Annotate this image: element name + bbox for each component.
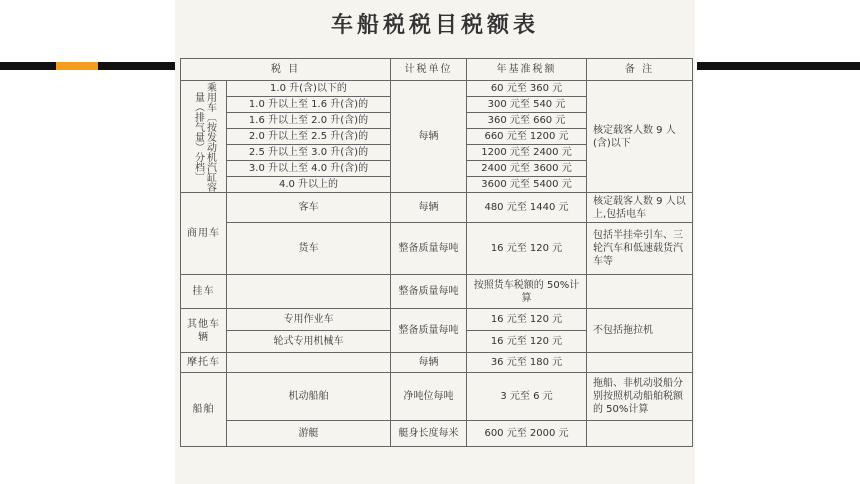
header-amount: 年基准税额 (467, 59, 587, 81)
unit-cell: 整备质量每吨 (391, 223, 467, 275)
amount-cell: 60 元至 360 元 (467, 81, 587, 97)
category-motorcycle: 摩托车 (181, 353, 227, 373)
note-cell (587, 421, 693, 447)
note-cell (587, 353, 693, 373)
decor-bar-accent (56, 62, 98, 70)
item-cell: 机动船舶 (227, 373, 391, 421)
item-cell: 货车 (227, 223, 391, 275)
note-other: 不包括拖拉机 (587, 309, 693, 353)
amount-cell: 600 元至 2000 元 (467, 421, 587, 447)
category-passenger-label: 乘用车〔按发动机汽缸容量（排气量）分档〕 (192, 81, 216, 192)
header-unit: 计税单位 (391, 59, 467, 81)
item-cell: 客车 (227, 193, 391, 223)
unit-other: 整备质量每吨 (391, 309, 467, 353)
page-title: 车船税税目税额表 (330, 12, 539, 38)
table-header-row (181, 59, 693, 81)
unit-cell: 每辆 (391, 193, 467, 223)
header-item: 税 目 (181, 59, 391, 81)
header-note: 备 注 (587, 59, 693, 81)
category-commercial: 商用车 (181, 193, 227, 275)
amount-cell: 16 元至 120 元 (467, 223, 587, 275)
item-cell: 2.5 升以上至 3.0 升(含)的 (227, 145, 391, 161)
table-row (181, 223, 693, 275)
amount-cell: 480 元至 1440 元 (467, 193, 587, 223)
category-passenger (181, 81, 227, 193)
item-cell: 1.0 升(含)以下的 (227, 81, 391, 97)
amount-cell: 300 元至 540 元 (467, 97, 587, 113)
amount-cell: 16 元至 120 元 (467, 331, 587, 353)
note-cell: 包括半挂牵引车、三轮汽车和低速载货汽车等 (587, 223, 693, 275)
unit-cell: 艇身长度每米 (391, 421, 467, 447)
amount-cell: 36 元至 180 元 (467, 353, 587, 373)
table-row (181, 275, 693, 309)
item-cell: 2.0 升以上至 2.5 升(含)的 (227, 129, 391, 145)
amount-cell: 按照货车税额的 50%计算 (467, 275, 587, 309)
category-vessel: 船舶 (181, 373, 227, 447)
item-cell: 轮式专用机械车 (227, 331, 391, 353)
amount-cell: 660 元至 1200 元 (467, 129, 587, 145)
item-cell: 1.6 升以上至 2.0 升(含)的 (227, 113, 391, 129)
unit-cell: 整备质量每吨 (391, 275, 467, 309)
item-cell (227, 275, 391, 309)
tax-rate-table (180, 58, 693, 447)
amount-cell: 16 元至 120 元 (467, 309, 587, 331)
item-cell: 4.0 升以上的 (227, 177, 391, 193)
table-row (181, 309, 693, 331)
table-row (181, 81, 693, 97)
amount-cell: 1200 元至 2400 元 (467, 145, 587, 161)
table-row (181, 353, 693, 373)
table-row (181, 373, 693, 421)
item-cell: 游艇 (227, 421, 391, 447)
amount-cell: 2400 元至 3600 元 (467, 161, 587, 177)
item-cell: 1.0 升以上至 1.6 升(含)的 (227, 97, 391, 113)
decor-bar-right (697, 62, 860, 70)
item-cell: 专用作业车 (227, 309, 391, 331)
item-cell: 3.0 升以上至 4.0 升(含)的 (227, 161, 391, 177)
category-other: 其他车辆 (181, 309, 227, 353)
item-cell (227, 353, 391, 373)
category-trailer: 挂车 (181, 275, 227, 309)
amount-cell: 360 元至 660 元 (467, 113, 587, 129)
unit-cell: 净吨位每吨 (391, 373, 467, 421)
amount-cell: 3600 元至 5400 元 (467, 177, 587, 193)
unit-cell: 每辆 (391, 353, 467, 373)
note-cell: 核定载客人数 9 人以上,包括电车 (587, 193, 693, 223)
note-cell (587, 275, 693, 309)
amount-cell: 3 元至 6 元 (467, 373, 587, 421)
table-row (181, 193, 693, 223)
unit-passenger: 每辆 (391, 81, 467, 193)
note-passenger: 核定载客人数 9 人(含)以下 (587, 81, 693, 193)
table-row (181, 421, 693, 447)
note-cell: 拖船、非机动驳船分别按照机动船舶税额的 50%计算 (587, 373, 693, 421)
